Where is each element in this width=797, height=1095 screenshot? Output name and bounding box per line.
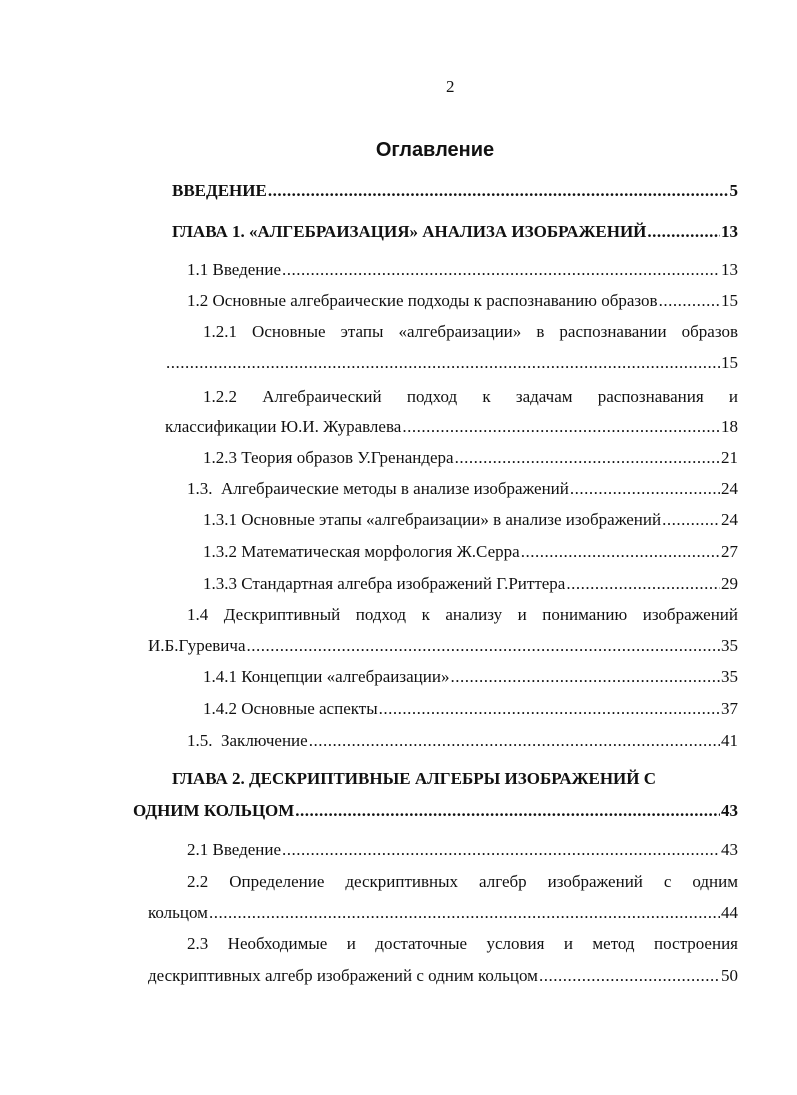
page-number: 2 [446, 77, 455, 96]
toc-entry-1-3[interactable] [187, 479, 738, 501]
dot-leader [246, 636, 720, 656]
dot-leader [539, 966, 720, 986]
toc-entry-1-4-line2[interactable] [148, 636, 738, 658]
toc-entry-1-2-2-line2[interactable] [165, 417, 738, 439]
dot-leader [309, 731, 720, 751]
entry-text: 1.1 Введение [187, 260, 282, 279]
toc-entry-1-2[interactable] [187, 291, 738, 313]
toc-entry-1-2-1-line2[interactable] [165, 353, 738, 375]
dot-leader [521, 542, 720, 562]
toc-entry-1-5[interactable] [187, 731, 738, 753]
entry-page: 24 [721, 479, 738, 498]
entry-page: 50 [721, 966, 738, 985]
toc-entry-1-4-1[interactable] [203, 667, 738, 689]
entry-page: 15 [721, 353, 738, 372]
dot-leader [566, 574, 720, 594]
entry-text: ГЛАВА 2. ДЕСКРИПТИВНЫЕ АЛГЕБРЫ ИЗОБРАЖЕНИЙ С [172, 769, 657, 788]
dot-leader [268, 181, 729, 201]
entry-text: кольцом [148, 903, 208, 922]
toc-entry-1-4-line1[interactable]: 1.4 Дескриптивный подход к анализу и пониманию изображений [187, 605, 738, 624]
toc-entry-ch1[interactable] [172, 222, 738, 244]
entry-page: 5 [729, 181, 738, 200]
toc-entry-1-3-1[interactable] [203, 510, 738, 532]
dot-leader [282, 840, 720, 860]
entry-text: 1.2.3 Теория образов У.Гренандера [203, 448, 454, 467]
entry-page: 18 [721, 417, 738, 436]
toc-entry-1-2-3[interactable] [203, 448, 738, 470]
entry-text: ОДНИМ КОЛЬЦОМ [133, 801, 295, 820]
entry-text: ГЛАВА 1. «АЛГЕБРАИЗАЦИЯ» АНАЛИЗА ИЗОБРАЖЕНИЙ [172, 222, 647, 241]
toc-entry-ch2-line1[interactable] [172, 769, 722, 791]
dot-leader [295, 801, 720, 821]
dot-leader [282, 260, 720, 280]
dot-leader [662, 510, 720, 530]
toc-entry-ch2-line2[interactable] [133, 801, 738, 823]
dot-leader [647, 222, 720, 242]
entry-text: И.Б.Гуревича [148, 636, 246, 655]
toc-entry-intro[interactable] [172, 181, 738, 203]
entry-page: 37 [721, 699, 738, 718]
entry-text: 2.1 Введение [187, 840, 282, 859]
entry-text: 1.3. Алгебраические методы в анализе изображений [187, 479, 569, 498]
entry-text: 1.3.3 Стандартная алгебра изображений Г.Риттера [203, 574, 566, 593]
entry-text: 1.4.2 Основные аспекты [203, 699, 378, 718]
entry-text: 1.4.1 Концепции «алгебраизации» [203, 667, 450, 686]
toc-entry-2-3-line1[interactable]: 2.3 Необходимые и достаточные условия и метод построения [187, 934, 738, 953]
entry-page: 27 [721, 542, 738, 561]
toc-entry-2-2-line2[interactable] [148, 903, 738, 925]
entry-page: 35 [721, 667, 738, 686]
entry-text: 1.3.2 Математическая морфология Ж.Серра [203, 542, 520, 561]
dot-leader [209, 903, 720, 923]
toc-entry-1-4-2[interactable] [203, 699, 738, 721]
toc-entry-2-2-line1[interactable]: 2.2 Определение дескриптивных алгебр изображений с одним [187, 872, 738, 891]
dot-leader [166, 353, 720, 373]
entry-page: 43 [721, 840, 738, 859]
dot-leader [659, 291, 720, 311]
toc-entry-1-2-1-line1[interactable]: 1.2.1 Основные этапы «алгебраизации» в распознавании образов [203, 322, 738, 341]
toc-entry-1-3-3[interactable] [203, 574, 738, 596]
toc-entry-2-3-line2[interactable] [148, 966, 738, 988]
dot-leader [570, 479, 720, 499]
entry-page: 21 [721, 448, 738, 467]
entry-page: 29 [721, 574, 738, 593]
entry-text: 1.3.1 Основные этапы «алгебраизации» в анализе изображений [203, 510, 662, 529]
entry-page: 44 [721, 903, 738, 922]
entry-text: дескриптивных алгебр изображений с одним кольцом [148, 966, 538, 985]
entry-page: 15 [721, 291, 738, 310]
entry-page: 41 [721, 731, 738, 750]
entry-page: 43 [721, 801, 738, 820]
entry-page: 35 [721, 636, 738, 655]
dot-leader [379, 699, 720, 719]
entry-text: 1.2 Основные алгебраические подходы к распознаванию образов [187, 291, 658, 310]
dot-leader [450, 667, 720, 687]
entry-page: 24 [721, 510, 738, 529]
entry-text: 1.5. Заключение [187, 731, 308, 750]
dot-leader [455, 448, 720, 468]
toc-entry-1-1[interactable] [187, 260, 738, 282]
entry-text: ВВЕДЕНИЕ [172, 181, 267, 200]
entry-page: 13 [721, 222, 738, 241]
dot-leader [402, 417, 720, 437]
toc-entry-1-2-2-line1[interactable]: 1.2.2 Алгебраический подход к задачам распознавания и [203, 387, 738, 406]
toc-entry-1-3-2[interactable] [203, 542, 738, 564]
toc-title: Оглавление [375, 139, 495, 161]
toc-entry-2-1[interactable] [187, 840, 738, 862]
entry-text: классификации Ю.И. Журавлева [165, 417, 402, 436]
entry-page: 13 [721, 260, 738, 279]
